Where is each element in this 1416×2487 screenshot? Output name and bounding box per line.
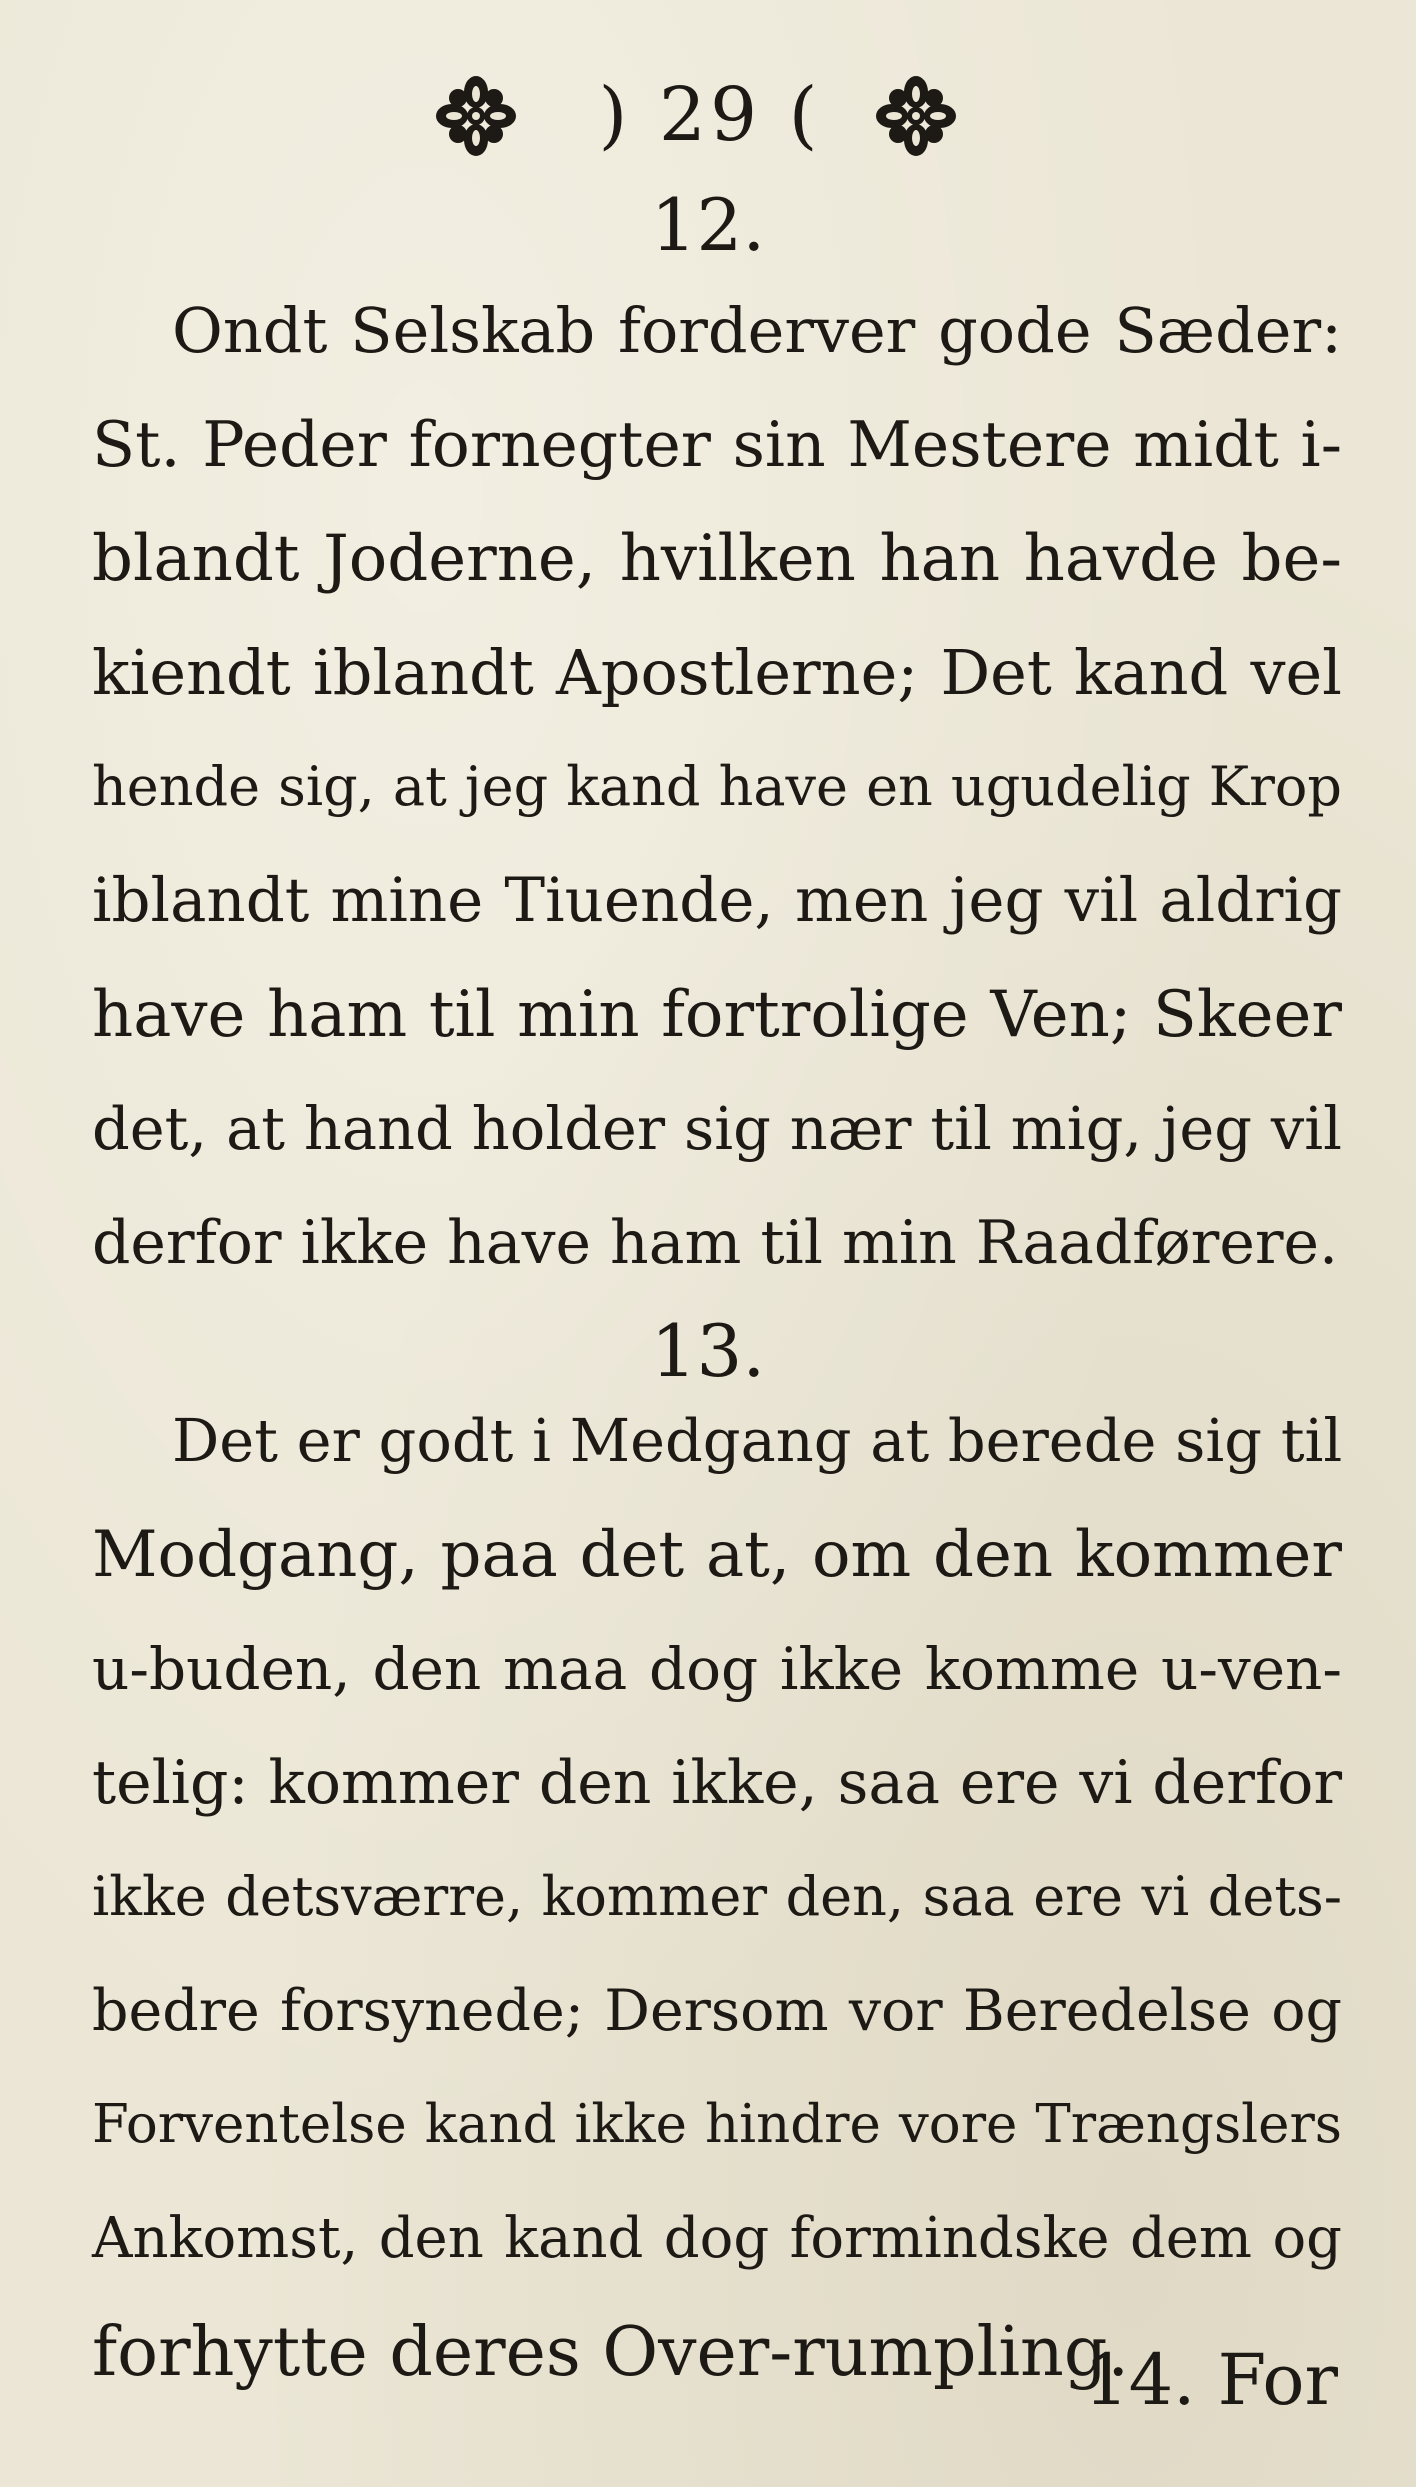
text-line: Ondt Selskab forderver gode Sæder:	[172, 294, 1342, 367]
text-line: hende sig, at jeg kand have en ugudelig Krop	[92, 755, 1342, 818]
text-line: telig: kommer den ikke, saa ere vi derfor	[92, 1748, 1342, 1818]
text-line: forhytte deres Over-rumpling.	[92, 2313, 1129, 2392]
flower-ornament-icon	[872, 72, 960, 160]
text-line: derfor ikke have ham til min Raadførere.	[92, 1208, 1339, 1278]
text-line: u-buden, den maa dog ikke komme u-ven-	[92, 1635, 1342, 1703]
page-header	[0, 60, 1416, 170]
section-number: 13.	[650, 1309, 766, 1393]
section-number: 12.	[650, 183, 766, 267]
text-line: blandt Joderne, hvilken han havde be-	[92, 522, 1342, 596]
text-line: have ham til min fortrolige Ven; Skeer	[92, 978, 1342, 1052]
text-line: bedre forsynede; Dersom vor Beredelse og	[92, 1978, 1342, 2044]
text-line: kiendt iblandt Apostlerne; Det kand vel	[92, 636, 1342, 709]
section-paragraph	[92, 1384, 1342, 2410]
section-paragraph	[92, 274, 1342, 1300]
text-line: ikke detsværre, kommer den, saa ere vi dets-	[92, 1865, 1342, 1928]
text-line: Modgang, paa det at, om den kommer	[92, 1518, 1342, 1592]
text-line: Ankomst, den kand dog formindske dem og	[92, 2206, 1342, 2271]
text-line: iblandt mine Tiuende, men jeg vil aldrig	[92, 865, 1342, 936]
text-line: det, at hand holder sig nær til mig, jeg vil	[92, 1094, 1342, 1163]
flower-ornament-icon	[432, 72, 520, 160]
text-line: Forventelse kand ikke hindre vore Trængslers	[92, 2094, 1342, 2155]
page-number: ) 29 (	[598, 72, 822, 158]
catchword: 14. For	[1084, 2339, 1338, 2421]
text-line: Det er godt i Medgang at berede sig til	[172, 1406, 1343, 1475]
text-line: St. Peder fornegter sin Mestere midt i-	[92, 408, 1342, 481]
